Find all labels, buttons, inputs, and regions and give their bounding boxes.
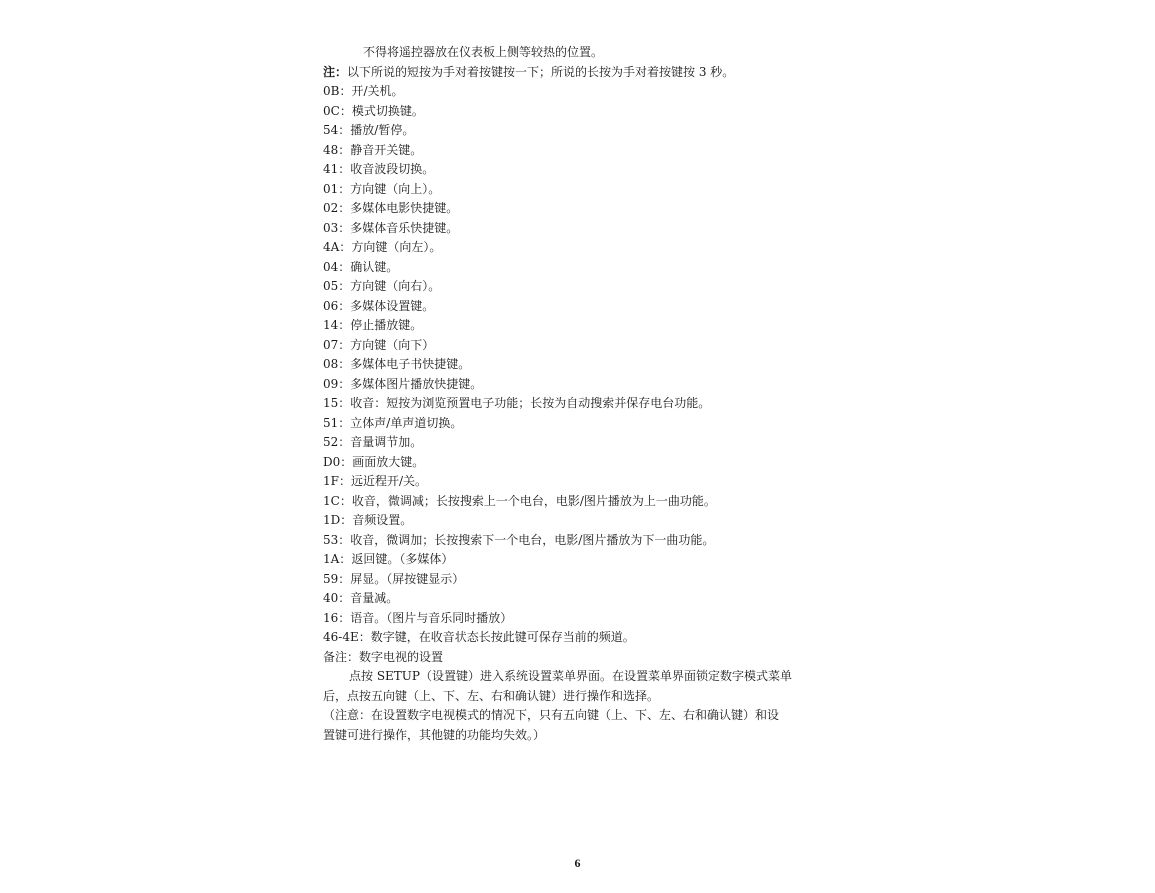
list-item xyxy=(323,121,843,141)
list-item xyxy=(323,102,843,122)
key-code: 15： xyxy=(323,396,351,410)
key-description: 多媒体音乐快捷键。 xyxy=(350,220,459,235)
key-description: 开/关机。 xyxy=(351,84,404,98)
list-item xyxy=(323,609,843,629)
list-item xyxy=(323,199,843,219)
list-item xyxy=(323,492,843,512)
list-item xyxy=(323,394,843,414)
key-description: 数字键，在收音状态长按此键可保存当前的频道。 xyxy=(370,630,635,644)
key-code: 05： xyxy=(323,279,351,293)
key-code: 03： xyxy=(323,220,351,235)
key-code: 02： xyxy=(323,201,351,215)
key-code: 08： xyxy=(323,357,351,371)
key-code: 1D： xyxy=(323,513,353,527)
note-prefix: 注： xyxy=(323,64,348,79)
key-code: 16： xyxy=(323,610,351,625)
list-item xyxy=(323,141,843,161)
key-description: 确认键。 xyxy=(350,259,399,274)
key-description: 方向键（向左）。 xyxy=(351,240,442,254)
key-code: 51： xyxy=(323,415,351,430)
key-code: 0C： xyxy=(323,103,352,118)
key-description: 方向键（向上）。 xyxy=(350,181,441,196)
list-item xyxy=(323,375,843,395)
list-item xyxy=(323,219,843,239)
page-content xyxy=(323,43,843,745)
list-item xyxy=(323,336,843,356)
note-line xyxy=(323,63,843,83)
list-item xyxy=(323,82,843,102)
key-code: 53： xyxy=(323,532,351,547)
key-code: 40： xyxy=(323,591,351,605)
list-item xyxy=(323,628,843,648)
key-description: 返回键。（多媒体） xyxy=(351,552,454,566)
key-description: 静音开关键。 xyxy=(350,142,423,157)
key-code: 04： xyxy=(323,259,351,274)
key-description: 方向键（向下） xyxy=(350,337,435,352)
key-description: 收音：短按为浏览预置电子功能；长按为自动搜索并保存电台功能。 xyxy=(350,396,711,410)
key-description: 音量调节加。 xyxy=(350,435,423,449)
page-number: 6 xyxy=(574,856,581,870)
key-description: 方向键（向右）。 xyxy=(350,279,441,293)
note-text: 以下所说的短按为手对着按键按一下；所说的长按为手对着按键按 3 秒。 xyxy=(347,64,735,79)
key-code: 0B： xyxy=(323,84,352,98)
key-code: 41： xyxy=(323,162,351,176)
remark-paragraph-1-line-1: 点按 SETUP（设置键）进入系统设置菜单界面。在设置菜单界面锁定数字模式菜单 xyxy=(349,669,792,683)
list-item xyxy=(323,433,843,453)
list-item xyxy=(323,180,843,200)
list-item xyxy=(323,297,843,317)
key-code-list xyxy=(323,82,843,648)
key-description: 收音，微调减；长按搜索上一个电台，电影/图片播放为上一曲功能。 xyxy=(351,493,716,508)
key-description: 画面放大键。 xyxy=(352,454,425,469)
key-description: 播放/暂停。 xyxy=(350,123,415,137)
list-item xyxy=(323,355,843,375)
key-code: 1C： xyxy=(323,493,352,508)
list-item xyxy=(323,589,843,609)
list-item xyxy=(323,160,843,180)
list-item xyxy=(323,258,843,278)
key-description: 立体声/单声道切换。 xyxy=(350,415,463,430)
remark-paragraph-1-line-2: 后，点按五向键（上、下、左、右和确认键）进行操作和选择。 xyxy=(323,688,660,703)
list-item xyxy=(323,550,843,570)
remark-paragraph-2-line-1: （注意：在设置数字电视模式的情况下，只有五向键（上、下、左、右和确认键）和设 xyxy=(323,708,780,722)
key-code: 4A： xyxy=(323,240,352,254)
key-code: 07： xyxy=(323,337,351,352)
list-item xyxy=(323,414,843,434)
key-code: 01： xyxy=(323,181,351,196)
list-item xyxy=(323,511,843,531)
key-description: 多媒体图片播放快捷键。 xyxy=(350,376,483,391)
key-code: 1F： xyxy=(323,474,351,488)
key-description: 音频设置。 xyxy=(352,513,413,527)
key-description: 远近程开/关。 xyxy=(350,474,428,488)
key-description: 收音，微调加；长按搜索下一个电台，电影/图片播放为下一曲功能。 xyxy=(350,532,715,547)
key-code: 59： xyxy=(323,571,351,586)
key-description: 多媒体电影快捷键。 xyxy=(350,201,459,215)
key-description: 收音波段切换。 xyxy=(350,162,435,176)
list-item xyxy=(323,570,843,590)
key-description: 语音。（图片与音乐同时播放） xyxy=(350,610,513,625)
key-description: 多媒体设置键。 xyxy=(350,298,435,313)
key-code: 54： xyxy=(323,123,351,137)
list-item xyxy=(323,472,843,492)
list-item xyxy=(323,453,843,473)
list-item xyxy=(323,316,843,336)
key-code: 52： xyxy=(323,435,351,449)
list-item xyxy=(323,238,843,258)
key-description: 屏显。（屏按键显示） xyxy=(350,571,465,586)
key-description: 停止播放键。 xyxy=(350,318,423,332)
key-code: 14： xyxy=(323,318,351,332)
key-code: 09： xyxy=(323,376,351,391)
key-code: D0： xyxy=(323,454,353,469)
key-description: 音量减。 xyxy=(350,591,399,605)
key-code: 46-4E： xyxy=(323,630,371,644)
key-code: 06： xyxy=(323,298,351,313)
list-item xyxy=(323,277,843,297)
remark-heading: 备注：数字电视的设置 xyxy=(323,649,444,664)
list-item xyxy=(323,531,843,551)
key-code: 48： xyxy=(323,142,351,157)
remark-paragraph-2-line-2: 置键可进行操作，其他键的功能均失效。） xyxy=(323,727,546,742)
key-code: 1A： xyxy=(323,552,352,566)
key-description: 多媒体电子书快捷键。 xyxy=(350,357,471,371)
intro-line: 不得将遥控器放在仪表板上侧等较热的位置。 xyxy=(363,45,604,59)
key-description: 模式切换键。 xyxy=(351,103,424,118)
